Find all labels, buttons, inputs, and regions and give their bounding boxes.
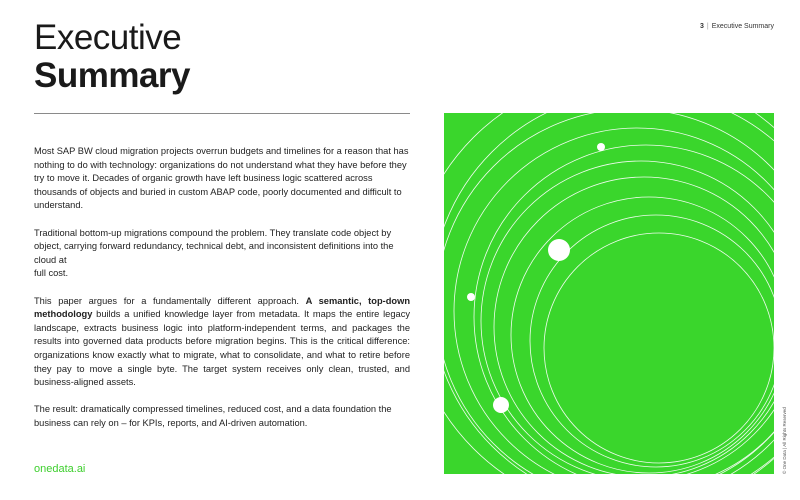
paragraph-2-main: Traditional bottom-up migrations compound the problem. They translate code object by object, carrying forward redundancy, technical debt, and inconsistent definitions into the cloud at [34, 227, 394, 265]
page-ref-separator: | [706, 23, 709, 30]
paragraph-3-rest: builds a unified knowledge layer from metadata. It maps the entire legacy landscape, extracts business logic into platform-independent terms, and packages the results into governed data products before migration begins. This is the critical difference: organizations know exactly what to migrate, what to consolidate, and what to retire before they pay to move a single byte. The target system receives only clean, trusted, and business-aligned assets. [34, 309, 410, 388]
page-reference [700, 23, 774, 30]
paragraph-2 [34, 227, 410, 281]
paragraph-1: Most SAP BW cloud migration projects overrun budgets and timelines for a reason that has nothing to do with technology: organizations do not understand what they have before they try to move it. Decades of organic growth have left business logic scattered across thousands of objects and buried in custom ABAP code, poorly documented and difficult to understand. [34, 146, 409, 211]
page-title-line1: Executive [34, 18, 182, 57]
page-title-line2: Summary [34, 56, 191, 95]
title-divider [34, 113, 410, 114]
paragraph-3-lead: This paper argues for a fundamentally different approach. [34, 295, 306, 306]
footer-brand: onedata.ai [34, 463, 86, 475]
section-label: Executive Summary [711, 23, 774, 30]
paragraph-2-tail: full cost. [34, 268, 69, 279]
summary-body [34, 145, 410, 444]
page-number: 3 [700, 23, 704, 30]
paragraph-4: The result: dramatically compressed timelines, reduced cost, and a data foundation the business can rely on – for KPIs, reports, and AI-driven automation. [34, 404, 392, 428]
orbit-circles-illustration-icon [444, 113, 774, 474]
paragraph-3 [34, 295, 410, 390]
copyright-notice: © One Data | All Rights Reserved [782, 407, 787, 474]
paragraph-3-bold: A semantic, top-down methodology [34, 295, 410, 320]
orbit-graphic [444, 113, 774, 474]
